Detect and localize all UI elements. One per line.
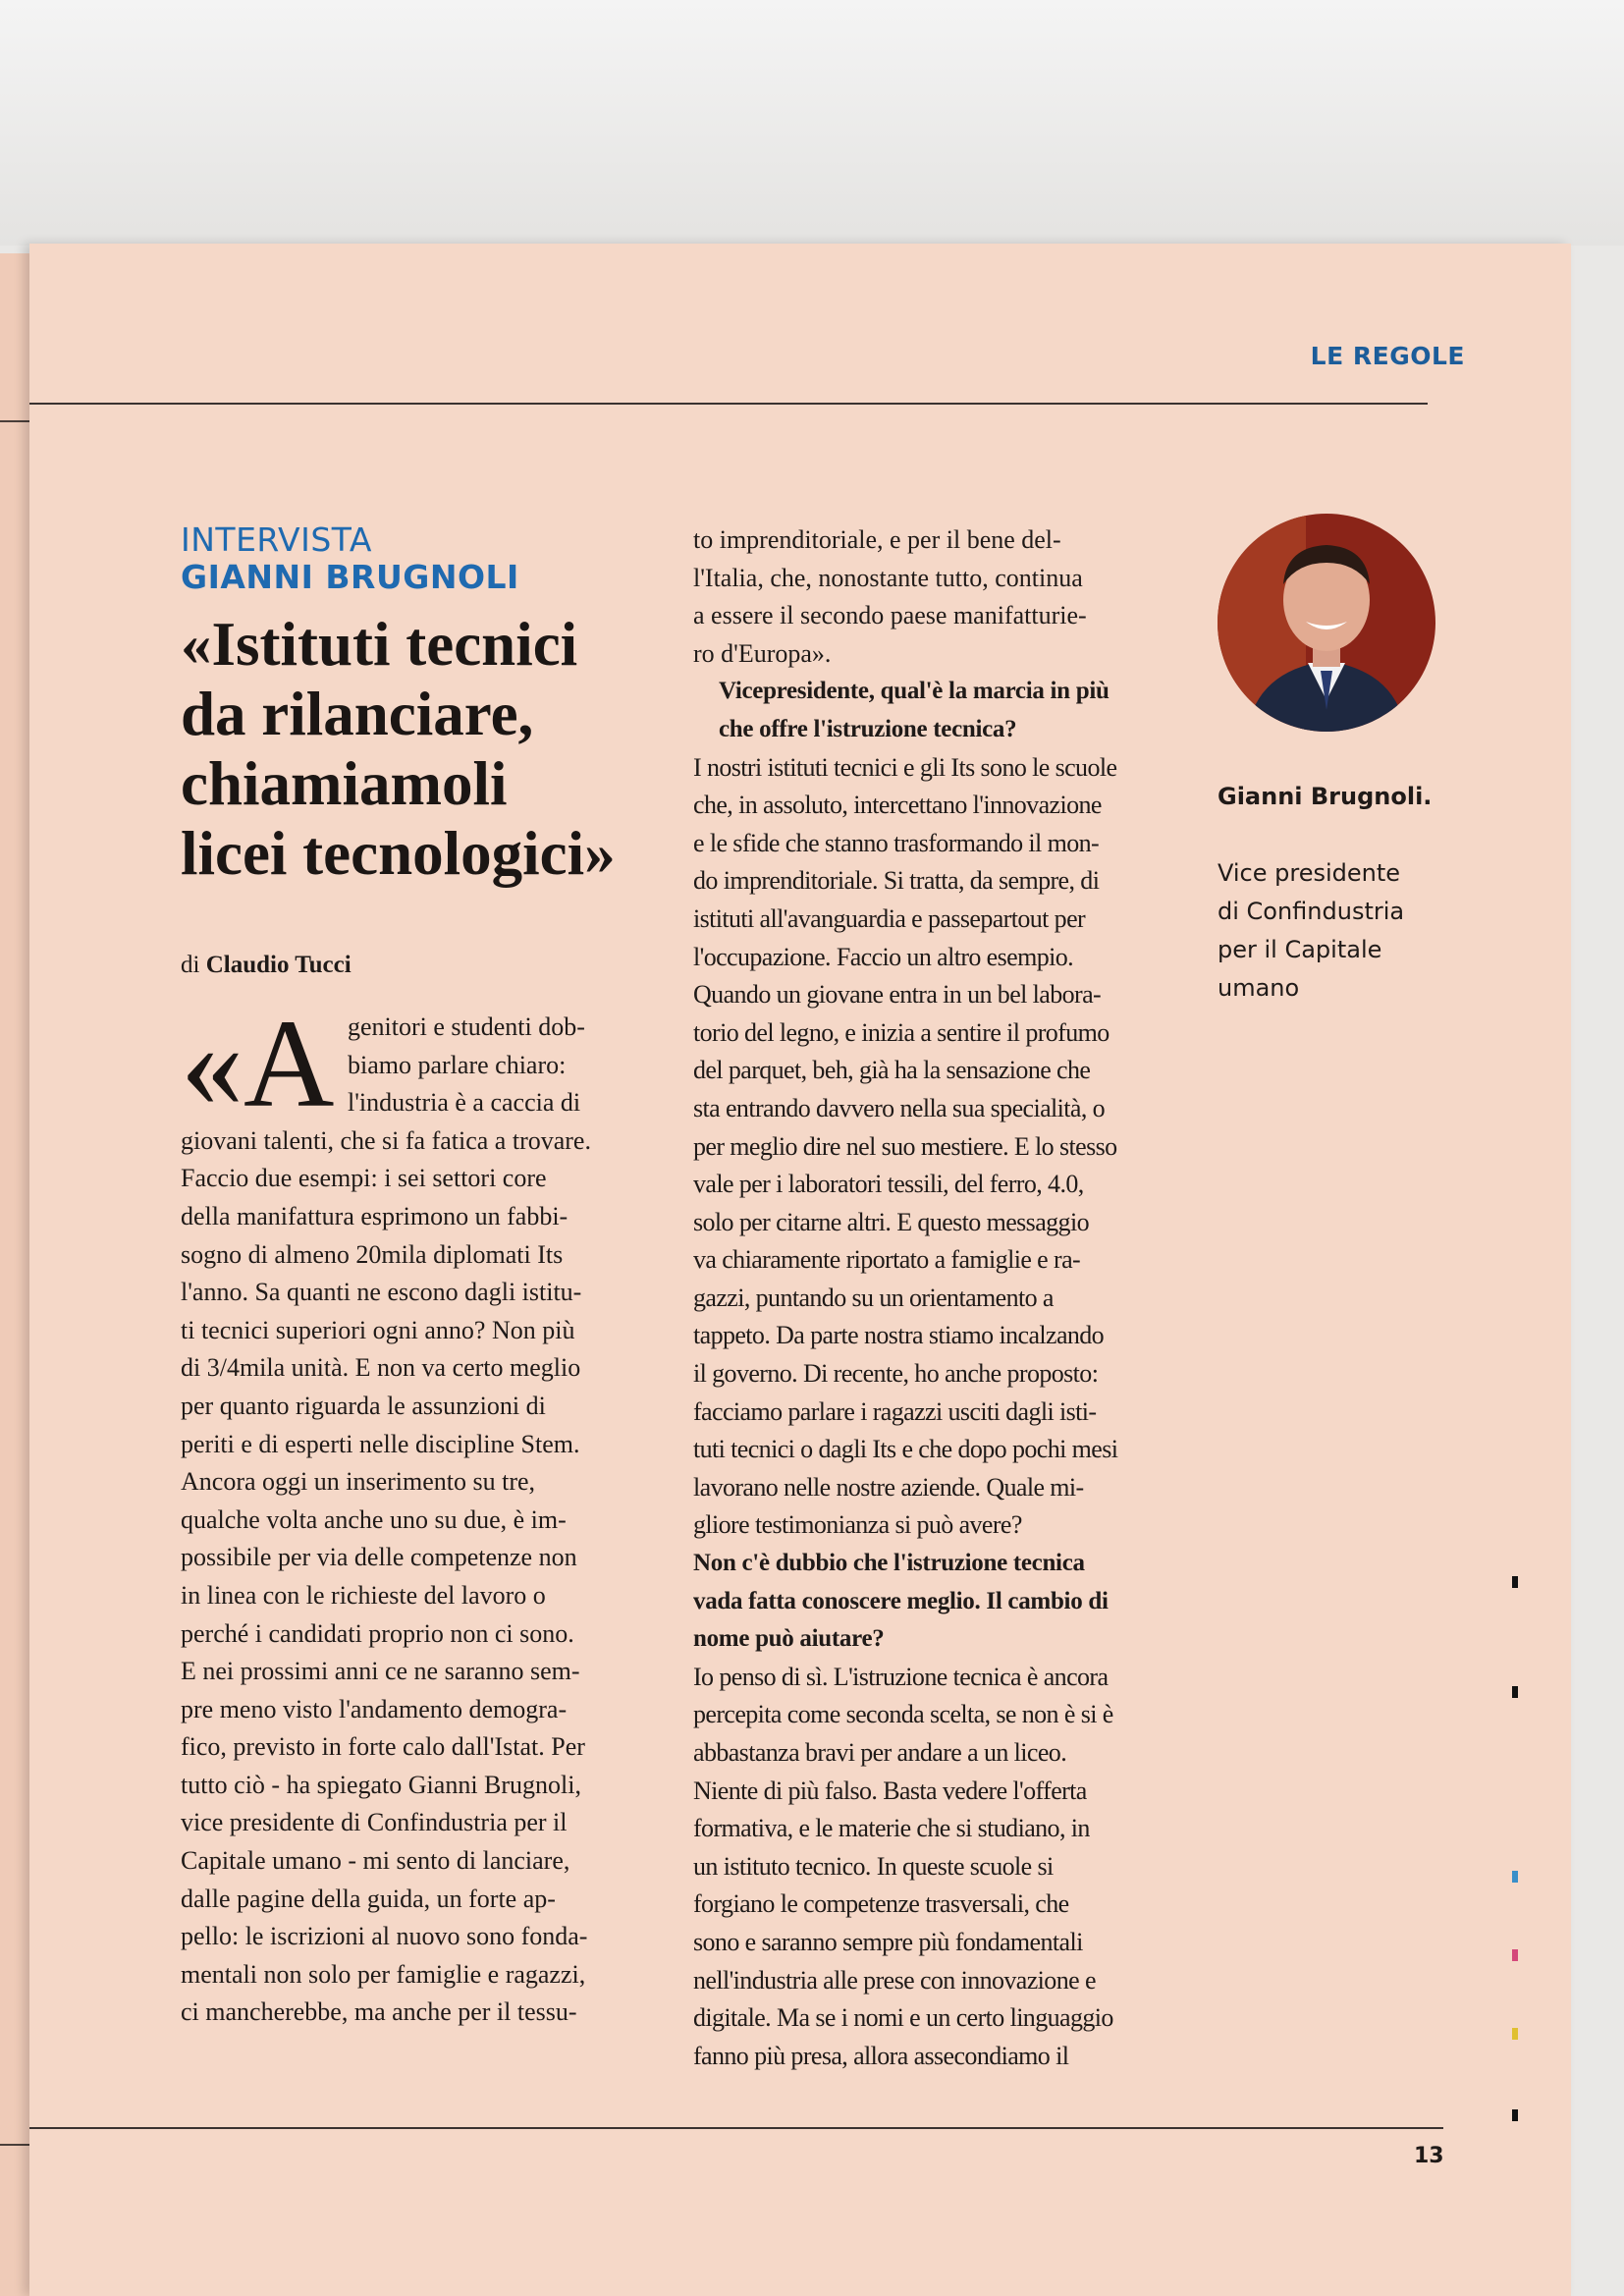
edge-mark bbox=[1512, 2028, 1518, 2040]
author-name: Claudio Tucci bbox=[205, 952, 352, 978]
edge-mark bbox=[1512, 1871, 1518, 1883]
lead-paragraph bbox=[181, 994, 701, 1133]
caption-name: Gianni Brugnoli. bbox=[1218, 783, 1433, 810]
magazine-page bbox=[29, 244, 1571, 2296]
scan-background bbox=[0, 0, 1624, 246]
previous-page-edge bbox=[0, 253, 30, 2296]
interviewee-name: GIANNI BRUGNOLI bbox=[181, 558, 519, 596]
article-column-1 bbox=[181, 521, 701, 2032]
body-text-continued: to imprenditoriale, e per il bene del- l'Italia, che, nonostante tutto, continua a essere il secondo paese manifatturie- ro d'Europa». bbox=[693, 525, 1087, 668]
header-rule bbox=[29, 403, 1428, 405]
drop-cap: «A bbox=[181, 994, 335, 1133]
byline bbox=[181, 952, 701, 979]
page-number: 13 bbox=[1414, 2144, 1444, 2168]
footer-rule bbox=[29, 2127, 1443, 2129]
edge-mark bbox=[1512, 1686, 1518, 1698]
portrait-photo-icon bbox=[1218, 514, 1435, 732]
lead-lines: genitori e studenti dob- biamo parlare chiaro: l'industria è a caccia di bbox=[348, 1012, 585, 1118]
caption-role: Vice presidente di Confindustria per il Capitale umano bbox=[1218, 859, 1405, 1002]
interview-question-1: Vicepresidente, qual'è la marcia in più che offre l'istruzione tecnica? bbox=[719, 678, 1110, 742]
edge-mark bbox=[1512, 1949, 1518, 1961]
body-text-column-1: giovani talenti, che si fa fatica a trovare. Faccio due esempi: i sei settori core della manifattura esprimono un fabbi- sogno di almeno 20mila diplomati Its l'anno. Sa quanti ne escono dagli istitu- ti tecnici superiori ogni anno? Non più di 3/4mila unità. E non va certo meglio per quanto riguarda le assunzioni di periti e di esperti nelle discipline Stem. Ancora oggi un inserimento su tre, qualche volta anche uno su due, è im- possibile per via delle competenze non in linea con le richieste del lavoro o perché i candidati proprio non ci sono. E nei prossimi anni ce ne saranno sem- pre meno visto l'andamento demogra- fico, previsto in forte calo dall'Istat. Per tutto ciò - ha spiegato Gianni Brugnoli, vice presidente di Confindustria per il Capitale umano - mi sento di lanciare, dalle pagine della guida, un forte ap- pello: le iscrizioni al nuovo sono fonda- mentali non solo per famiglie e ragazzi, ci mancherebbe, ma anche per il tessu- bbox=[181, 1125, 591, 2027]
headline: «Istituti tecnici da rilanciare, chiamiamoli licei tecnologici» bbox=[181, 610, 616, 888]
edge-mark bbox=[1512, 2109, 1518, 2121]
interview-question-2: Non c'è dubbio che l'istruzione tecnica vada fatta conoscere meglio. Il cambio di nome può aiutare? bbox=[693, 1550, 1109, 1653]
edge-mark bbox=[1512, 1576, 1518, 1588]
kicker: INTERVISTA bbox=[181, 520, 372, 559]
photo-caption bbox=[1218, 739, 1463, 1046]
article-column-2 bbox=[693, 521, 1223, 2075]
interview-answer-2: Io penso di sì. L'istruzione tecnica è ancora percepita come seconda scelta, se non è si è abbastanza bravi per andare a un liceo. Niente di più falso. Basta vedere l'offerta formativa, e le materie che si studiano, in un istituto tecnico. In queste scuole si forgiano le competenze trasversali, che sono e saranno sempre più fondamentali nell'industria alle prese con innovazione e digitale. Ma se i nomi e un certo linguaggio fanno più presa, allora assecondiamo il bbox=[693, 1662, 1113, 2070]
section-label: LE REGOLE bbox=[1310, 342, 1465, 370]
interview-answer-1: I nostri istituti tecnici e gli Its sono le scuole che, in assoluto, intercettano l'innovazione e le sfide che stanno trasformando il mon- do imprenditoriale. Si tratta, da sempre, di istituti all'avanguardia e passepartout per l'occupazione. Faccio un altro esempio. Quando un giovane entra in un bel labora- torio del legno, e inizia a sentire il profumo del parquet, beh, già ha la sensazione che sta entrando davvero nella sua specialità, o per meglio dire nel suo mestiere. E lo stesso vale per i laboratori tessili, del ferro, 4.0, solo per citarne altri. E questo messaggio va chiaramente riportato a famiglie e ra- gazzi, puntando su un orientamento a tappeto. Da parte nostra stiamo incalzando il governo. Di recente, ho anche proposto: facciamo parlare i ragazzi usciti dagli isti- tuti tecnici o dagli Its e che dopo pochi mesi lavorano nelle nostre aziende. Quale mi- gliore testimonianza si può avere? bbox=[693, 752, 1118, 1540]
byline-prefix: di bbox=[181, 952, 200, 978]
